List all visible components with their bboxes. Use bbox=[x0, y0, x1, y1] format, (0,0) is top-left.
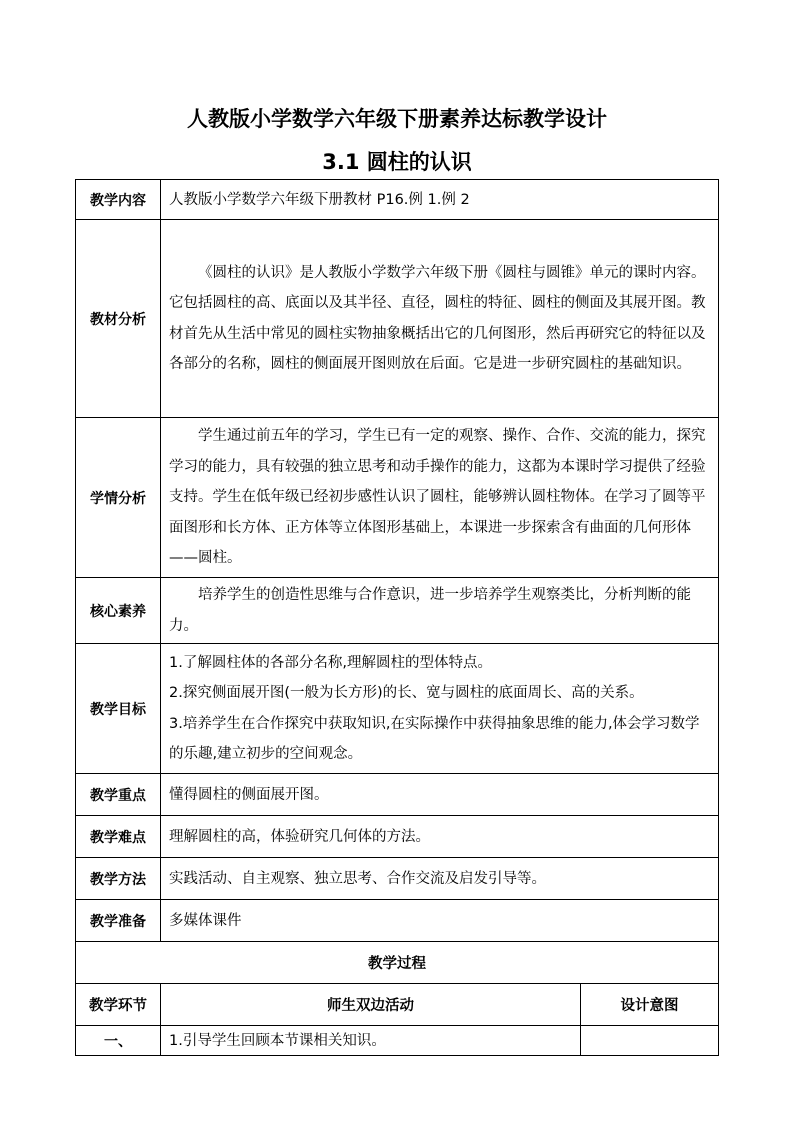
value-difficulty: 理解圆柱的高，体验研究几何体的方法。 bbox=[161, 816, 719, 858]
student-analysis-text: 学生通过前五年的学习，学生已有一定的观察、操作、合作、交流的能力，探究学习的能力，具有较强的独立思考和动手操作的能力，这都为本课时学习提供了经验支持。学生在低年级已经初步感性认识了圆柱，能够辨认圆柱物体。在学习了圆等平面图形和长方体、正方体等立体图形基础上，本课进一步探索含有曲面的几何形体——圆柱。 bbox=[169, 428, 706, 567]
row-core-literacy bbox=[76, 578, 719, 644]
label-core-literacy: 核心素养 bbox=[76, 578, 161, 644]
value-textbook-analysis bbox=[161, 220, 719, 418]
value-key-point: 懂得圆柱的侧面展开图。 bbox=[161, 774, 719, 816]
label-method: 教学方法 bbox=[76, 858, 161, 900]
header-intent: 设计意图 bbox=[581, 984, 719, 1026]
process-heading: 教学过程 bbox=[76, 942, 719, 984]
row-preparation bbox=[76, 900, 719, 942]
lesson-plan-table bbox=[75, 179, 719, 1056]
value-preparation: 多媒体课件 bbox=[161, 900, 719, 942]
intent-1 bbox=[581, 1026, 719, 1056]
value-student-analysis bbox=[161, 418, 719, 578]
row-key-point bbox=[76, 774, 719, 816]
row-process-header bbox=[76, 984, 719, 1026]
label-teaching-objectives: 教学目标 bbox=[76, 644, 161, 774]
label-preparation: 教学准备 bbox=[76, 900, 161, 942]
stage-1: 一、 bbox=[76, 1026, 161, 1056]
row-method bbox=[76, 858, 719, 900]
label-key-point: 教学重点 bbox=[76, 774, 161, 816]
row-process-heading bbox=[76, 942, 719, 984]
value-teaching-objectives bbox=[161, 644, 719, 774]
label-student-analysis: 学情分析 bbox=[76, 418, 161, 578]
row-teaching-content bbox=[76, 180, 719, 220]
activity-1: 1.引导学生回顾本节课相关知识。 bbox=[161, 1026, 581, 1056]
header-stage: 教学环节 bbox=[76, 984, 161, 1026]
document-title: 人教版小学数学六年级下册素养达标教学设计 bbox=[187, 107, 607, 131]
value-teaching-content: 人教版小学数学六年级下册教材 P16.例 1.例 2 bbox=[161, 180, 719, 220]
objective-item: 1.了解圆柱体的各部分名称,理解圆柱的型体特点。 bbox=[169, 654, 492, 671]
label-difficulty: 教学难点 bbox=[76, 816, 161, 858]
objective-item: 2.探究侧面展开图(一般为长方形)的长、宽与圆柱的底面周长、高的关系。 bbox=[169, 685, 644, 701]
row-teaching-objectives bbox=[76, 644, 719, 774]
objective-item: 3.培养学生在合作探究中获取知识,在实际操作中获得抽象思维的能力,体会学习数学的乐趣,建立初步的空间观念。 bbox=[169, 715, 700, 762]
document-subtitle: 3.1 圆柱的认识 bbox=[322, 150, 472, 174]
value-core-literacy bbox=[161, 578, 719, 644]
value-method: 实践活动、自主观察、独立思考、合作交流及启发引导等。 bbox=[161, 858, 719, 900]
header-activity: 师生双边活动 bbox=[161, 984, 581, 1026]
row-textbook-analysis bbox=[76, 220, 719, 418]
core-literacy-text: 培养学生的创造性思维与合作意识，进一步培养学生观察类比，分析判断的能力。 bbox=[169, 587, 691, 634]
label-teaching-content: 教学内容 bbox=[76, 180, 161, 220]
textbook-analysis-text: 《圆柱的认识》是人教版小学数学六年级下册《圆柱与圆锥》单元的课时内容。它包括圆柱的高、底面以及其半径、直径，圆柱的特征、圆柱的侧面及其展开图。教材首先从生活中常见的圆柱实物抽象概括出它的几何图形，然后再研究它的特征以及各部分的名称，圆柱的侧面展开图则放在后面。它是进一步研究圆柱的基础知识。 bbox=[169, 264, 706, 372]
row-difficulty bbox=[76, 816, 719, 858]
row-process-1 bbox=[76, 1026, 719, 1056]
row-student-analysis bbox=[76, 418, 719, 578]
label-textbook-analysis: 教材分析 bbox=[76, 220, 161, 418]
